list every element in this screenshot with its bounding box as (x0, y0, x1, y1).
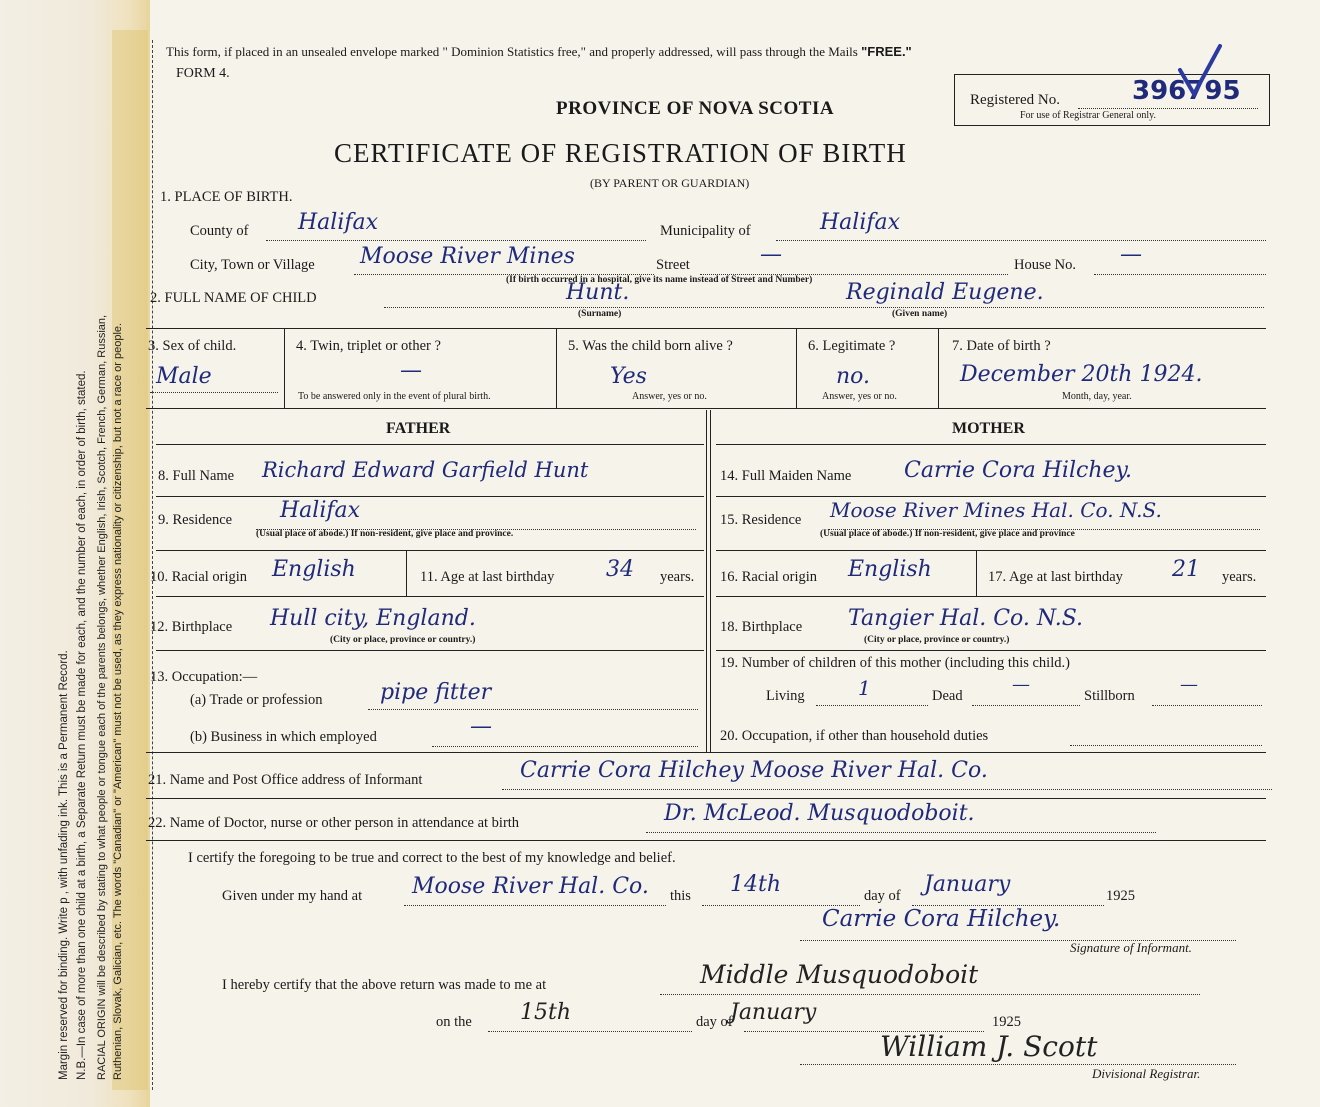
mother-name-label: 14. Full Maiden Name (720, 468, 852, 484)
registered-label: Registered No. (970, 92, 1060, 108)
informant-year: 1925 (1106, 888, 1135, 904)
dead-value: — (1012, 674, 1030, 695)
children-count-label: 19. Number of children of this mother (including this child.) (720, 655, 1070, 671)
form-number: FORM 4. (176, 66, 230, 81)
informant-label: 21. Name and Post Office address of Informant (148, 772, 423, 788)
informant-day-of-label: day of (864, 888, 901, 904)
father-residence-label: 9. Residence (158, 512, 233, 528)
informant-signature-caption: Signature of Informant. (1070, 940, 1192, 955)
house-value: — (1120, 242, 1142, 267)
mother-residence-value: Moose River Mines Hal. Co. N.S. (830, 498, 1162, 522)
mother-age-label: 17. Age at last birthday (988, 569, 1123, 585)
margin-note-binding: Margin reserved for binding. Write p , with unfading ink. This is a Permanent Record. (58, 650, 70, 1080)
registrar-day: 15th (520, 1000, 572, 1025)
child-given-name: Reginald Eugene. (846, 280, 1044, 305)
father-birthplace-note: (City or place, province or country.) (330, 635, 476, 645)
doctor-value: Dr. McLeod. Musquodoboit. (664, 801, 975, 826)
twin-label: 4. Twin, triplet or other ? (296, 338, 441, 354)
living-label: Living (766, 688, 805, 704)
occupation-label: 13. Occupation:— (150, 669, 258, 685)
surname-caption: (Surname) (578, 309, 622, 319)
mother-age-value: 21 (1172, 557, 1200, 582)
father-age-label: 11. Age at last birthday (420, 569, 555, 585)
municipality-label: Municipality of (660, 223, 751, 239)
municipality-value: Halifax (820, 210, 901, 235)
street-note: (If birth occurred in a hospital, give its name instead of Street and Number) (506, 275, 813, 285)
twin-value: — (400, 358, 422, 383)
margin-note-racial-2: Ruthenian, Slovak, Galician, etc. The words "Canadian" or "American" must not be used, as they express nationality or citizenship, but not a race or people. (112, 322, 124, 1080)
informant-day: 14th (730, 872, 782, 897)
city-value: Moose River Mines (360, 244, 575, 269)
mother-occupation-label: 20. Occupation, if other than household duties (720, 728, 989, 744)
registrar-signature: William J. Scott (880, 1030, 1098, 1063)
trade-label: (a) Trade or profession (190, 692, 323, 708)
informant-month: January (924, 872, 1011, 897)
mother-name-value: Carrie Cora Hilchey. (904, 458, 1133, 483)
margin-note-plural: N.B.—In case of more than one child at a birth, a Separate Return must be made for each, and the number of each, in order of birth, stated. (76, 370, 88, 1080)
child-name-label: 2. FULL NAME OF CHILD (150, 290, 317, 306)
mother-residence-note: (Usual place of abode.) If non-resident, give place and province (820, 529, 1075, 539)
father-age-value: 34 (606, 557, 634, 582)
county-value: Halifax (298, 210, 379, 235)
dob-note: Month, day, year. (1062, 391, 1132, 402)
father-racial-label: 10. Racial origin (150, 569, 248, 585)
certify-statement: I certify the foregoing to be true and correct to the best of my knowledge and belief. (188, 850, 676, 866)
sex-value: Male (156, 364, 212, 389)
father-birthplace-label: 12. Birthplace (150, 619, 233, 635)
mother-racial-value: English (848, 557, 932, 582)
certificate-title: CERTIFICATE OF REGISTRATION OF BIRTH (334, 138, 907, 168)
stillborn-label: Stillborn (1084, 688, 1135, 704)
informant-signature: Carrie Cora Hilchey. (822, 906, 1061, 932)
certificate-subtitle: (BY PARENT OR GUARDIAN) (590, 176, 750, 190)
sex-label: 3. Sex of child. (148, 338, 237, 354)
alive-note: Answer, yes or no. (632, 391, 707, 402)
mother-heading: MOTHER (952, 420, 1025, 437)
margin-note-racial-1: RACIAL ORIGIN will be described by stating to what people or tongue each of the parents belongs, whether English, Irish, Scotch, French, German, Russian, (96, 314, 108, 1080)
place-of-birth-label: 1. PLACE OF BIRTH. (160, 189, 293, 205)
business-value: — (470, 714, 492, 739)
registrar-place: Middle Musquodoboit (700, 960, 979, 989)
business-label: (b) Business in which employed (190, 729, 377, 745)
mother-birthplace-label: 18. Birthplace (720, 619, 803, 635)
doctor-label: 22. Name of Doctor, nurse or other person in attendance at birth (148, 815, 520, 831)
father-heading: FATHER (386, 420, 451, 437)
alive-label: 5. Was the child born alive ? (568, 338, 733, 354)
mother-age-unit: years. (1222, 569, 1257, 585)
registrar-use-note: For use of Registrar General only. (1020, 110, 1156, 121)
father-racial-value: English (272, 557, 356, 582)
street-value: — (760, 242, 782, 267)
house-label: House No. (1014, 257, 1077, 273)
registrar-month: January (730, 1000, 817, 1025)
mother-racial-label: 16. Racial origin (720, 569, 818, 585)
legitimate-label: 6. Legitimate ? (808, 338, 896, 354)
alive-value: Yes (610, 364, 647, 389)
mother-birthplace-value: Tangier Hal. Co. N.S. (848, 606, 1084, 631)
trade-value: pipe fitter (380, 680, 492, 705)
street-label: Street (656, 257, 690, 273)
province-heading: PROVINCE OF NOVA SCOTIA (556, 98, 835, 119)
child-surname: Hunt. (566, 280, 630, 305)
given-caption: (Given name) (892, 309, 948, 319)
dead-label: Dead (932, 688, 963, 704)
registered-number: 396795 (1132, 76, 1241, 106)
father-birthplace-value: Hull city, England. (270, 606, 476, 631)
city-label: City, Town or Village (190, 257, 315, 273)
dob-value: December 20th 1924. (960, 362, 1203, 387)
legitimate-value: no. (836, 364, 871, 389)
check-mark-icon (1176, 40, 1226, 100)
twin-note: To be answered only in the event of plural birth. (298, 391, 491, 402)
registrar-day-of-label: day of (696, 1014, 733, 1030)
mother-residence-label: 15. Residence (720, 512, 802, 528)
mail-notice: This form, if placed in an unsealed envelope marked " Dominion Statistics free," and properly addressed, will pass through the Mails "FREE." (166, 44, 912, 59)
father-name-label: 8. Full Name (158, 468, 235, 484)
father-name-value: Richard Edward Garfield Hunt (262, 458, 589, 482)
father-age-unit: years. (660, 569, 695, 585)
given-place: Moose River Hal. Co. (412, 874, 649, 899)
legitimate-note: Answer, yes or no. (822, 391, 897, 402)
stillborn-value: — (1180, 674, 1198, 695)
registrar-on-label: on the (436, 1014, 472, 1030)
living-value: 1 (858, 676, 871, 700)
registrar-caption: Divisional Registrar. (1092, 1066, 1201, 1081)
dob-label: 7. Date of birth ? (952, 338, 1051, 354)
county-label: County of (190, 223, 249, 239)
this-label: this (670, 888, 691, 904)
given-label: Given under my hand at (222, 888, 363, 904)
registrar-statement: I hereby certify that the above return was made to me at (222, 977, 547, 993)
registrar-year: 1925 (992, 1014, 1021, 1030)
father-residence-value: Halifax (280, 498, 361, 523)
informant-value: Carrie Cora Hilchey Moose River Hal. Co. (520, 758, 988, 783)
margin-rule (152, 40, 153, 1090)
mother-birthplace-note: (City or place, province or country.) (864, 635, 1010, 645)
father-residence-note: (Usual place of abode.) If non-resident, give place and province. (256, 529, 514, 539)
